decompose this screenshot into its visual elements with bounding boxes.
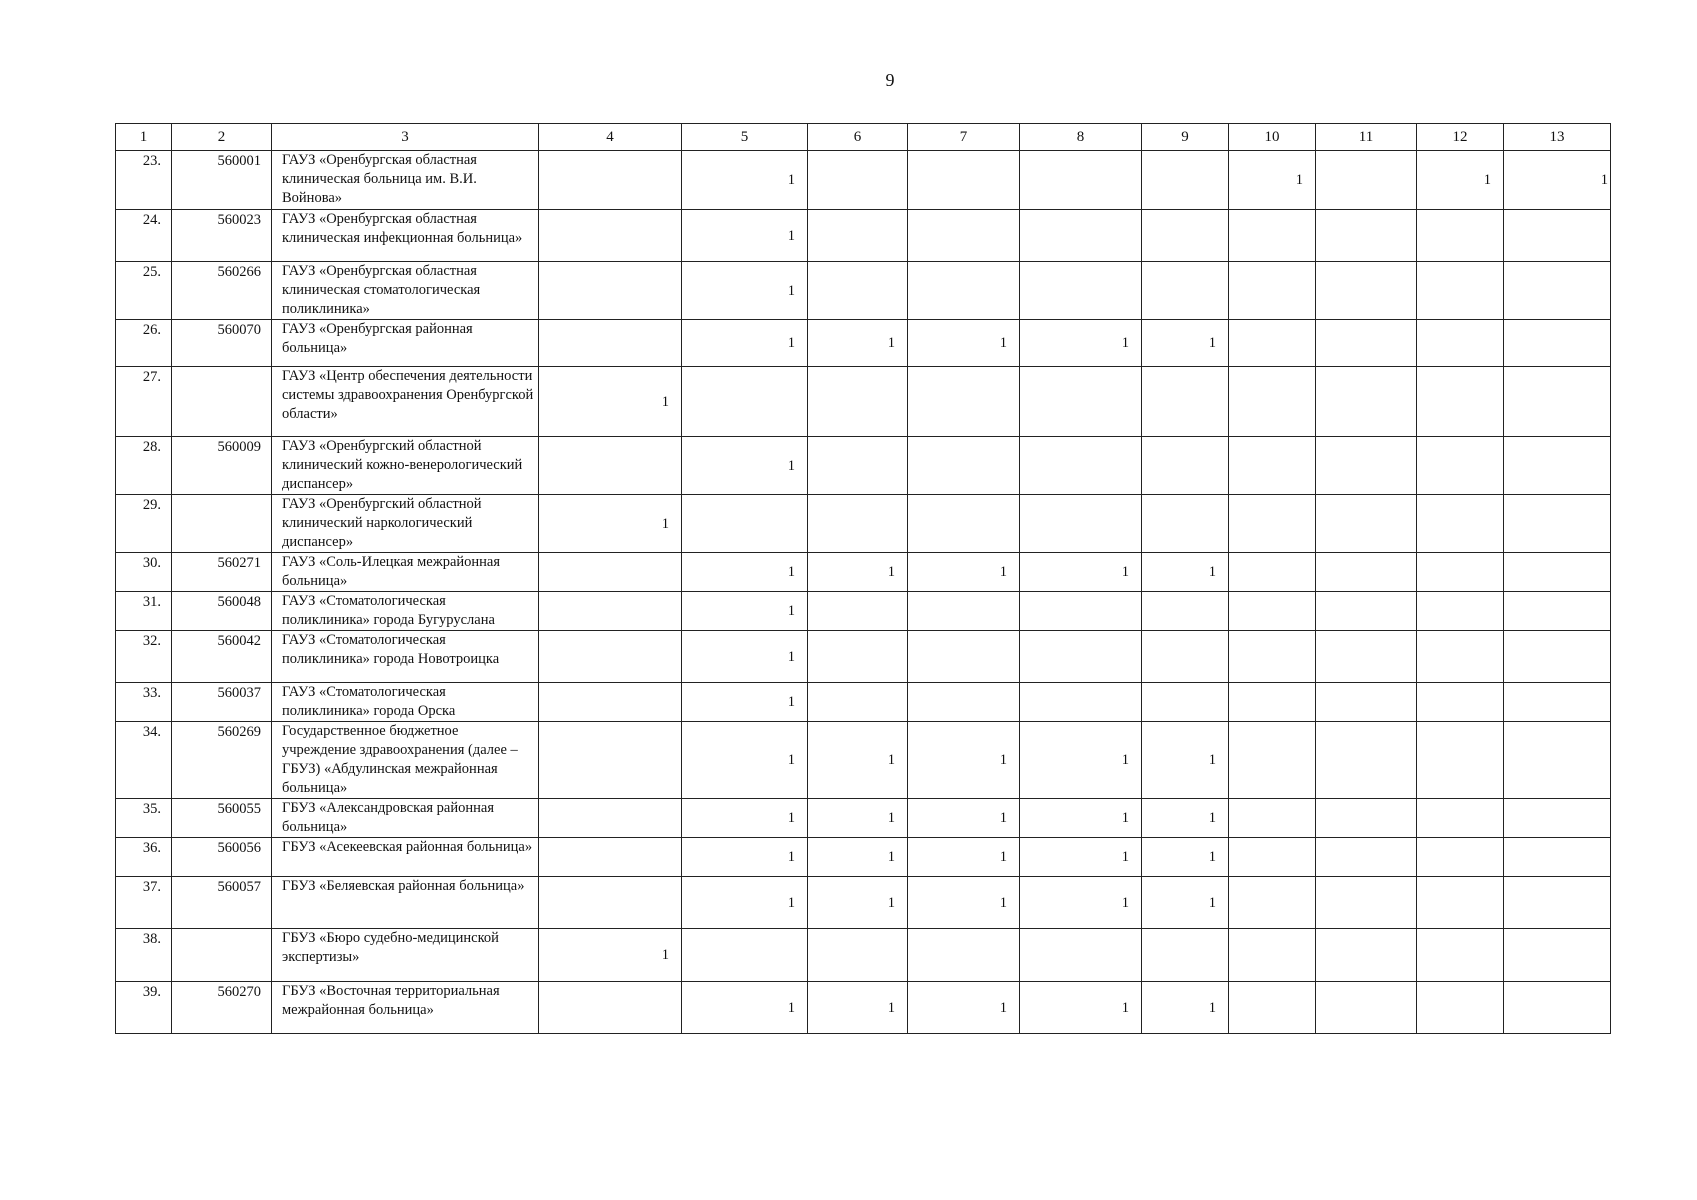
value-cell: 1 bbox=[1142, 722, 1229, 799]
value-cell bbox=[1229, 210, 1316, 262]
value-cell bbox=[1316, 982, 1417, 1034]
organization-name-cell: ГАУЗ «Оренбургская областная клиническая стоматологическая поликлиника» bbox=[272, 262, 539, 320]
value-cell bbox=[1020, 929, 1142, 982]
value-cell bbox=[1316, 929, 1417, 982]
column-header: 2 bbox=[172, 124, 272, 151]
value-cell bbox=[808, 683, 908, 722]
value-cell bbox=[1229, 437, 1316, 495]
value-cell: 1 bbox=[682, 553, 808, 592]
row-number-cell: 23. bbox=[116, 151, 172, 210]
table-row bbox=[116, 320, 1611, 367]
value-cell bbox=[1229, 320, 1316, 367]
row-number-cell: 35. bbox=[116, 799, 172, 838]
table-row bbox=[116, 495, 1611, 553]
value-cell: 1 bbox=[1142, 877, 1229, 929]
organization-name-cell: ГБУЗ «Асекеевская районная больница» bbox=[272, 838, 539, 877]
value-cell bbox=[1229, 631, 1316, 683]
value-cell bbox=[1229, 799, 1316, 838]
registry-code-cell: 560009 bbox=[172, 437, 272, 495]
value-cell: 1 bbox=[682, 877, 808, 929]
value-cell bbox=[539, 838, 682, 877]
value-cell bbox=[1316, 683, 1417, 722]
value-cell bbox=[1417, 799, 1504, 838]
value-cell bbox=[1504, 592, 1611, 631]
registry-code-cell: 560266 bbox=[172, 262, 272, 320]
registry-code-cell bbox=[172, 495, 272, 553]
value-cell bbox=[682, 929, 808, 982]
value-cell: 1 bbox=[808, 877, 908, 929]
value-cell: 1 bbox=[808, 320, 908, 367]
value-cell bbox=[908, 151, 1020, 210]
table-body bbox=[116, 124, 1611, 1034]
value-cell bbox=[1417, 367, 1504, 437]
value-cell: 1 bbox=[682, 683, 808, 722]
row-number-cell: 33. bbox=[116, 683, 172, 722]
value-cell bbox=[1316, 495, 1417, 553]
organization-name-cell: ГАУЗ «Стоматологическая поликлиника» города Орска bbox=[272, 683, 539, 722]
value-cell: 1 bbox=[1020, 553, 1142, 592]
value-cell: 1 bbox=[1020, 838, 1142, 877]
value-cell: 1 bbox=[808, 553, 908, 592]
value-cell: 1 bbox=[682, 262, 808, 320]
column-header: 6 bbox=[808, 124, 908, 151]
value-cell bbox=[539, 592, 682, 631]
organization-name-cell: ГАУЗ «Соль-Илецкая межрайонная больница» bbox=[272, 553, 539, 592]
value-cell bbox=[908, 210, 1020, 262]
value-cell: 1 bbox=[1229, 151, 1316, 210]
table-row bbox=[116, 210, 1611, 262]
value-cell: 1 bbox=[808, 838, 908, 877]
value-cell bbox=[1417, 210, 1504, 262]
value-cell bbox=[1504, 722, 1611, 799]
registry-code-cell: 560023 bbox=[172, 210, 272, 262]
value-cell bbox=[539, 631, 682, 683]
value-cell: 1 bbox=[682, 592, 808, 631]
value-cell: 1 bbox=[1020, 982, 1142, 1034]
organization-name-cell: ГАУЗ «Оренбургская областная клиническая больница им. В.И. Войнова» bbox=[272, 151, 539, 210]
value-cell bbox=[1417, 495, 1504, 553]
table-row bbox=[116, 592, 1611, 631]
value-cell bbox=[539, 437, 682, 495]
value-cell: 1 bbox=[1020, 799, 1142, 838]
value-cell bbox=[1229, 722, 1316, 799]
registry-code-cell: 560269 bbox=[172, 722, 272, 799]
value-cell bbox=[908, 437, 1020, 495]
value-cell: 1 bbox=[682, 799, 808, 838]
organization-name-cell: ГБУЗ «Александровская районная больница» bbox=[272, 799, 539, 838]
organization-name-cell: ГАУЗ «Оренбургский областной клинический наркологический диспансер» bbox=[272, 495, 539, 553]
organization-name-cell: ГАУЗ «Центр обеспечения деятельности системы здравоохранения Оренбургской области» bbox=[272, 367, 539, 437]
value-cell bbox=[1020, 367, 1142, 437]
value-cell bbox=[1504, 262, 1611, 320]
table-row bbox=[116, 877, 1611, 929]
registry-code-cell: 560055 bbox=[172, 799, 272, 838]
value-cell bbox=[908, 592, 1020, 631]
registry-code-cell: 560001 bbox=[172, 151, 272, 210]
value-cell bbox=[808, 631, 908, 683]
value-cell bbox=[1229, 838, 1316, 877]
value-cell bbox=[1504, 437, 1611, 495]
row-number-cell: 28. bbox=[116, 437, 172, 495]
column-header: 4 bbox=[539, 124, 682, 151]
value-cell: 1 bbox=[808, 799, 908, 838]
value-cell bbox=[539, 210, 682, 262]
column-header: 5 bbox=[682, 124, 808, 151]
value-cell: 1 bbox=[1142, 320, 1229, 367]
column-header: 12 bbox=[1417, 124, 1504, 151]
row-number-cell: 34. bbox=[116, 722, 172, 799]
value-cell bbox=[1316, 877, 1417, 929]
organization-name-cell: ГБУЗ «Восточная территориальная межрайонная больница» bbox=[272, 982, 539, 1034]
value-cell bbox=[1504, 799, 1611, 838]
value-cell bbox=[908, 367, 1020, 437]
value-cell bbox=[1504, 631, 1611, 683]
value-cell bbox=[808, 592, 908, 631]
registry-code-cell: 560037 bbox=[172, 683, 272, 722]
value-cell: 1 bbox=[1142, 838, 1229, 877]
value-cell bbox=[1020, 262, 1142, 320]
value-cell bbox=[1229, 495, 1316, 553]
value-cell bbox=[1316, 151, 1417, 210]
table-row bbox=[116, 151, 1611, 210]
value-cell: 1 bbox=[908, 838, 1020, 877]
value-cell bbox=[1142, 437, 1229, 495]
organization-name-cell: ГАУЗ «Стоматологическая поликлиника» города Бугуруслана bbox=[272, 592, 539, 631]
header-row bbox=[116, 124, 1611, 151]
value-cell: 1 bbox=[808, 722, 908, 799]
value-cell bbox=[1142, 592, 1229, 631]
value-cell bbox=[1417, 683, 1504, 722]
value-cell bbox=[1316, 799, 1417, 838]
value-cell bbox=[1229, 982, 1316, 1034]
value-cell: 1 bbox=[1142, 982, 1229, 1034]
value-cell bbox=[539, 320, 682, 367]
value-cell bbox=[1504, 367, 1611, 437]
value-cell bbox=[908, 929, 1020, 982]
row-number-cell: 24. bbox=[116, 210, 172, 262]
value-cell bbox=[1417, 262, 1504, 320]
data-table bbox=[115, 123, 1611, 1034]
value-cell bbox=[1229, 929, 1316, 982]
value-cell bbox=[539, 877, 682, 929]
value-cell: 1 bbox=[682, 437, 808, 495]
value-cell bbox=[808, 929, 908, 982]
table-row bbox=[116, 262, 1611, 320]
page-number: 9 bbox=[885, 70, 895, 90]
value-cell bbox=[1504, 495, 1611, 553]
value-cell bbox=[1316, 320, 1417, 367]
registry-code-cell bbox=[172, 929, 272, 982]
value-cell bbox=[539, 262, 682, 320]
value-cell: 1 bbox=[1504, 151, 1611, 210]
value-cell bbox=[1142, 367, 1229, 437]
value-cell bbox=[539, 151, 682, 210]
value-cell bbox=[1142, 683, 1229, 722]
value-cell bbox=[1504, 838, 1611, 877]
value-cell bbox=[1316, 722, 1417, 799]
value-cell bbox=[1504, 553, 1611, 592]
value-cell: 1 bbox=[682, 722, 808, 799]
value-cell: 1 bbox=[682, 320, 808, 367]
value-cell bbox=[908, 631, 1020, 683]
value-cell bbox=[1142, 495, 1229, 553]
organization-name-cell: Государственное бюджетное учреждение здравоохранения (далее – ГБУЗ) «Абдулинская межрайонная больница» bbox=[272, 722, 539, 799]
value-cell: 1 bbox=[908, 877, 1020, 929]
value-cell: 1 bbox=[682, 982, 808, 1034]
value-cell bbox=[1142, 929, 1229, 982]
value-cell: 1 bbox=[682, 631, 808, 683]
value-cell bbox=[1316, 437, 1417, 495]
registry-code-cell: 560042 bbox=[172, 631, 272, 683]
value-cell bbox=[1417, 320, 1504, 367]
value-cell bbox=[1229, 683, 1316, 722]
row-number-cell: 32. bbox=[116, 631, 172, 683]
value-cell bbox=[1316, 838, 1417, 877]
value-cell: 1 bbox=[908, 722, 1020, 799]
value-cell bbox=[539, 553, 682, 592]
value-cell: 1 bbox=[1417, 151, 1504, 210]
value-cell: 1 bbox=[908, 799, 1020, 838]
registry-code-cell bbox=[172, 367, 272, 437]
value-cell: 1 bbox=[682, 838, 808, 877]
row-number-cell: 38. bbox=[116, 929, 172, 982]
value-cell bbox=[1417, 437, 1504, 495]
table-row bbox=[116, 838, 1611, 877]
value-cell bbox=[1417, 929, 1504, 982]
value-cell bbox=[808, 367, 908, 437]
value-cell bbox=[1229, 367, 1316, 437]
column-header: 9 bbox=[1142, 124, 1229, 151]
value-cell bbox=[1417, 553, 1504, 592]
row-number-cell: 31. bbox=[116, 592, 172, 631]
value-cell bbox=[539, 799, 682, 838]
column-header: 10 bbox=[1229, 124, 1316, 151]
value-cell bbox=[1504, 982, 1611, 1034]
row-number-cell: 27. bbox=[116, 367, 172, 437]
value-cell bbox=[1504, 877, 1611, 929]
value-cell bbox=[1229, 592, 1316, 631]
table-row bbox=[116, 799, 1611, 838]
value-cell bbox=[1504, 320, 1611, 367]
value-cell bbox=[1020, 631, 1142, 683]
column-header: 7 bbox=[908, 124, 1020, 151]
registry-code-cell: 560271 bbox=[172, 553, 272, 592]
row-number-cell: 26. bbox=[116, 320, 172, 367]
row-number-cell: 25. bbox=[116, 262, 172, 320]
table-row bbox=[116, 367, 1611, 437]
value-cell: 1 bbox=[1020, 877, 1142, 929]
value-cell: 1 bbox=[908, 553, 1020, 592]
value-cell bbox=[1229, 877, 1316, 929]
value-cell bbox=[1417, 877, 1504, 929]
registry-code-cell: 560048 bbox=[172, 592, 272, 631]
value-cell bbox=[1316, 262, 1417, 320]
table-row bbox=[116, 553, 1611, 592]
value-cell bbox=[1020, 495, 1142, 553]
table-row bbox=[116, 683, 1611, 722]
value-cell bbox=[1316, 210, 1417, 262]
organization-name-cell: ГАУЗ «Оренбургский областной клинический кожно-венерологический диспансер» bbox=[272, 437, 539, 495]
value-cell bbox=[1020, 592, 1142, 631]
row-number-cell: 29. bbox=[116, 495, 172, 553]
value-cell: 1 bbox=[539, 495, 682, 553]
row-number-cell: 36. bbox=[116, 838, 172, 877]
value-cell: 1 bbox=[539, 367, 682, 437]
value-cell bbox=[1504, 210, 1611, 262]
table-row bbox=[116, 982, 1611, 1034]
value-cell: 1 bbox=[908, 320, 1020, 367]
value-cell bbox=[1020, 437, 1142, 495]
value-cell bbox=[1142, 262, 1229, 320]
value-cell bbox=[808, 262, 908, 320]
value-cell bbox=[808, 437, 908, 495]
column-header: 13 bbox=[1504, 124, 1611, 151]
value-cell bbox=[1229, 262, 1316, 320]
value-cell: 1 bbox=[808, 982, 908, 1034]
row-number-cell: 37. bbox=[116, 877, 172, 929]
table-row bbox=[116, 722, 1611, 799]
value-cell bbox=[1316, 631, 1417, 683]
value-cell bbox=[1504, 683, 1611, 722]
value-cell: 1 bbox=[1020, 320, 1142, 367]
value-cell bbox=[808, 495, 908, 553]
table-row bbox=[116, 437, 1611, 495]
value-cell bbox=[1142, 151, 1229, 210]
organization-name-cell: ГБУЗ «Беляевская районная больница» bbox=[272, 877, 539, 929]
value-cell: 1 bbox=[682, 210, 808, 262]
value-cell bbox=[908, 683, 1020, 722]
registry-code-cell: 560057 bbox=[172, 877, 272, 929]
value-cell bbox=[1417, 982, 1504, 1034]
value-cell bbox=[1417, 838, 1504, 877]
value-cell: 1 bbox=[539, 929, 682, 982]
value-cell bbox=[908, 262, 1020, 320]
value-cell bbox=[1417, 592, 1504, 631]
organization-name-cell: ГБУЗ «Бюро судебно-медицинской экспертизы» bbox=[272, 929, 539, 982]
value-cell bbox=[682, 495, 808, 553]
registry-code-cell: 560070 bbox=[172, 320, 272, 367]
column-header: 11 bbox=[1316, 124, 1417, 151]
value-cell: 1 bbox=[1142, 799, 1229, 838]
value-cell bbox=[1020, 210, 1142, 262]
value-cell: 1 bbox=[908, 982, 1020, 1034]
value-cell bbox=[1316, 553, 1417, 592]
value-cell bbox=[808, 151, 908, 210]
organization-name-cell: ГАУЗ «Оренбургская областная клиническая инфекционная больница» bbox=[272, 210, 539, 262]
value-cell bbox=[1316, 592, 1417, 631]
value-cell bbox=[1142, 631, 1229, 683]
value-cell bbox=[1504, 929, 1611, 982]
value-cell bbox=[539, 982, 682, 1034]
value-cell bbox=[908, 495, 1020, 553]
value-cell bbox=[1020, 151, 1142, 210]
value-cell bbox=[1316, 367, 1417, 437]
value-cell bbox=[1020, 683, 1142, 722]
value-cell bbox=[539, 683, 682, 722]
value-cell: 1 bbox=[682, 151, 808, 210]
value-cell bbox=[1417, 722, 1504, 799]
column-header: 1 bbox=[116, 124, 172, 151]
value-cell bbox=[539, 722, 682, 799]
column-header: 3 bbox=[272, 124, 539, 151]
registry-code-cell: 560056 bbox=[172, 838, 272, 877]
value-cell bbox=[808, 210, 908, 262]
value-cell bbox=[1142, 210, 1229, 262]
value-cell bbox=[1229, 553, 1316, 592]
value-cell bbox=[682, 367, 808, 437]
row-number-cell: 39. bbox=[116, 982, 172, 1034]
column-header: 8 bbox=[1020, 124, 1142, 151]
registry-code-cell: 560270 bbox=[172, 982, 272, 1034]
value-cell bbox=[1417, 631, 1504, 683]
organization-name-cell: ГАУЗ «Оренбургская районная больница» bbox=[272, 320, 539, 367]
table-row bbox=[116, 631, 1611, 683]
row-number-cell: 30. bbox=[116, 553, 172, 592]
organization-name-cell: ГАУЗ «Стоматологическая поликлиника» города Новотроицка bbox=[272, 631, 539, 683]
value-cell: 1 bbox=[1020, 722, 1142, 799]
table-row bbox=[116, 929, 1611, 982]
value-cell: 1 bbox=[1142, 553, 1229, 592]
